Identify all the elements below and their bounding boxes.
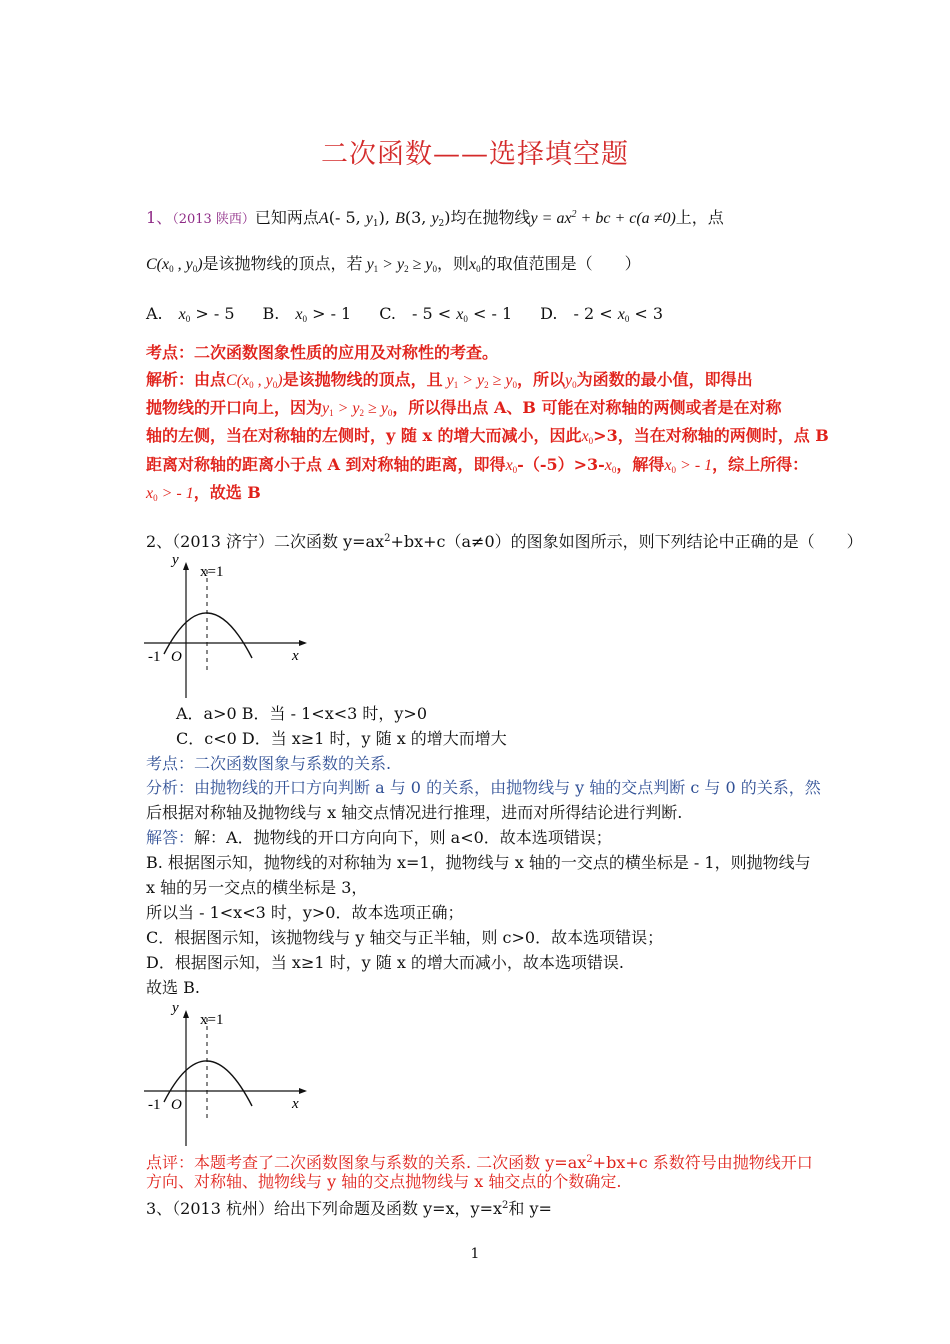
q1-jiexi-line-4: 距离对称轴的距离小于点 A 到对称轴的距离，即得$x_0-(-5)>3-x_0$，解得$x_0$ > - 1，综上所得： [146, 455, 809, 475]
q1-text-a: 已知两点 [254, 208, 319, 227]
q2-dianping-line-1: 点评：本题考查了二次函数图象与系数的关系. 二次函数 $y=ax^2+bx+c$ 系数符号由抛物线开口 [146, 1153, 813, 1172]
q2-parabola-graph [140, 550, 320, 700]
graph-axis-label: x=1 [200, 1012, 224, 1028]
q1-x0: $x_0$ [468, 256, 481, 274]
q2-options-cd: C．c<0 D．当 x≥1 时，y 随 x 的增大而增大 [176, 729, 507, 748]
q1-option-c: C. - $5 < x_0$ < - 1 [379, 304, 513, 324]
q2-jieda-line-6: D．根据图示知，当 x≥1 时，y 随 x 的增大而减小，故本选项错误. [146, 953, 625, 972]
q2-jieda-line-3: x 轴的另一交点的横坐标是 3， [146, 878, 368, 897]
q2-jieda-line-4: 所以当 - 1<x<3 时，y>0．故本选项正确； [146, 903, 464, 922]
q1-line-2 [146, 252, 810, 281]
graph-origin-label: O [171, 1097, 182, 1113]
q1-y2: y [431, 210, 439, 227]
q2-fenxi-line-1: 分析：由抛物线的开口方向判断 a 与 0 的关系，由抛物线与 y 轴的交点判断 c 与 0 的关系，然 [146, 778, 821, 797]
q1-option-a: A. $x_0$ > - 5 [146, 304, 235, 324]
q1-y2-sub: 2 [438, 219, 445, 229]
q2-jieda-line-2: B. 根据图示知，抛物线的对称轴为 x=1，抛物线与 x 轴的一交点的横坐标是 - 1，则抛物线与 [146, 853, 811, 872]
q2-kaodian: 考点：二次函数图象与系数的关系. [146, 754, 392, 773]
y-axis-arrow [183, 562, 189, 570]
q1-jiexi-line-2: 抛物线的开口向上，因为$y_1 > y_2 \ge y_0$，所以得出点 A、B 可能在对称轴的两侧或者是在对称 [146, 398, 782, 418]
q2-heading: 2、（2013 济宁）二次函数 $y=ax^2+bx+c(a\ne 0)$的图象如图所示，则下列结论中正确的是（ ） [146, 532, 863, 551]
q2-parabola-graph-repeat [140, 998, 320, 1148]
q2-fenxi-line-2: 后根据对称轴及抛物线与 x 轴交点情况进行推理，进而对所得结论进行判断. [146, 803, 683, 822]
page-number: 1 [470, 1246, 480, 1262]
q2-jieda-line-1: 解答：解：A．抛物线的开口方向向下，则 a<0．故本选项错误； [146, 828, 612, 847]
q3-heading: 3、（2013 杭州）给出下列命题及函数 y=x，$y=x^2$和 y= [146, 1199, 552, 1218]
graph-root-label: -1 [148, 1097, 161, 1113]
x-axis-arrow [299, 1088, 307, 1094]
q2-jieda-line-7: 故选 B. [146, 978, 200, 997]
graph-y-label: y [172, 1000, 179, 1016]
graph-x-label: x [292, 648, 299, 664]
q1-text-d: 是该抛物线的顶点，若 [202, 254, 363, 273]
graph-origin-label: O [171, 649, 182, 665]
q1-text-f: 的取值范围是（ ） [480, 254, 641, 273]
graph-y-label: y [172, 552, 179, 568]
q1-text-b: 均在抛物线 [450, 208, 531, 227]
y-axis-arrow [183, 1010, 189, 1018]
graph-root-label: -1 [148, 649, 161, 665]
q1-options [146, 302, 810, 331]
q1-option-d: D. - $2 < x_0 < 3$ [540, 304, 664, 324]
q1-text-e: ，则 [436, 254, 469, 273]
q1-jiexi-line-3: 轴的左侧，当在对称轴的左侧时，y 随 x 的增大而减小，因此$x_0>3$，当在对称轴的两侧时，点 B [146, 426, 829, 446]
q1-inequality: $y_1 > y_2 \ge y_0$ [362, 256, 437, 274]
page-title: 二次函数——选择填空题 [321, 139, 629, 170]
q1-points-formula: A [318, 210, 329, 227]
q1-jiexi-line-1: 解析：由点$C(x_0$ , $y_0$)是该抛物线的顶点，且 $y_1 > y_2 \ge y_0$，所以$y_0$为函数的最小值，即得出 [146, 370, 753, 390]
q1-jiexi-line-5: $x_0$ > - 1，故选 B [146, 483, 261, 503]
q1-y1: y [365, 210, 373, 227]
q2-jieda-line-5: C．根据图示知，该抛物线与 y 轴交与正半轴，则 c>0．故本选项错误； [146, 928, 664, 947]
q1-parabola-formula: $y = ax^2$ + bc + c(a ≠0) [530, 209, 676, 227]
q1-point-b: B [395, 210, 405, 227]
q1-line-1: 1、（2013 陕西）已知两点A(- 5, $y_1$), B(3, $y_2$)均在抛物线$y = ax^2$ + bc + c(a ≠0)上，点 [146, 208, 724, 229]
q1-point-c: $C(x_0$ , $y_0$) [146, 256, 203, 274]
q1-option-b: B. $x_0$ > - 1 [262, 304, 352, 324]
graph-x-label: x [292, 1096, 299, 1112]
graph-axis-label: x=1 [200, 564, 224, 580]
q1-text-c: 上，点 [675, 208, 724, 227]
q1-kaodian: 考点：二次函数图象性质的应用及对称性的考查。 [146, 343, 499, 362]
x-axis-arrow [299, 640, 307, 646]
q2-options-ab: A．a>0 B．当 - 1<x<3 时，y>0 [176, 704, 428, 723]
q1-y1-sub: 1 [372, 219, 379, 229]
q1-source: （2013 陕西） [172, 212, 255, 227]
q2-dianping-line-2: 方向、对称轴、抛物线与 y 轴的交点抛物线与 x 轴交点的个数确定. [146, 1172, 622, 1191]
q1-number: 1、 [146, 208, 173, 227]
